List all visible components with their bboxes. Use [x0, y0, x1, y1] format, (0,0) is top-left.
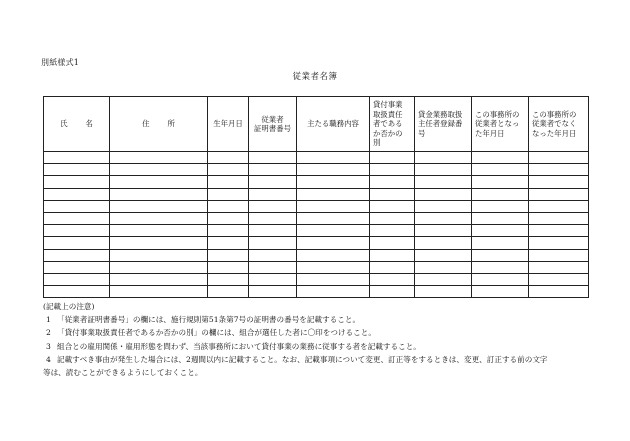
table-cell[interactable]: [297, 212, 370, 224]
table-cell[interactable]: [44, 152, 110, 164]
table-cell[interactable]: [44, 286, 110, 298]
table-cell[interactable]: [297, 237, 370, 249]
table-cell[interactable]: [297, 286, 370, 298]
header-address: 住所: [110, 97, 208, 152]
table-cell[interactable]: [415, 249, 472, 261]
notes-section: [43, 300, 603, 379]
table-cell[interactable]: [297, 164, 370, 176]
header-certificate-number: 従業者 証明書番号: [249, 97, 297, 152]
table-cell[interactable]: [249, 176, 297, 188]
table-cell[interactable]: [529, 176, 589, 188]
table-row: [44, 176, 589, 188]
table-row: [44, 261, 589, 273]
table-cell[interactable]: [370, 261, 415, 273]
table-cell[interactable]: [208, 152, 249, 164]
table-cell[interactable]: [370, 225, 415, 237]
table-cell[interactable]: [415, 261, 472, 273]
table-header-row: [44, 97, 589, 152]
header-birthdate: 生年月日: [208, 97, 249, 152]
table-cell[interactable]: [44, 273, 110, 285]
table-cell[interactable]: [44, 212, 110, 224]
table-cell[interactable]: [472, 164, 529, 176]
table-cell[interactable]: [249, 200, 297, 212]
table-cell[interactable]: [472, 152, 529, 164]
note-item-4: 4 記載すべき事由が発生した場合には、2週間以内に記載すること。なお、記載事項について変更、訂正等をするときは、変更、訂正する前の文字: [46, 354, 548, 364]
table-cell[interactable]: [110, 273, 208, 285]
table-cell[interactable]: [208, 249, 249, 261]
table-cell[interactable]: [370, 152, 415, 164]
table-cell[interactable]: [297, 188, 370, 200]
table-cell[interactable]: [370, 188, 415, 200]
table-cell[interactable]: [529, 261, 589, 273]
table-cell[interactable]: [297, 261, 370, 273]
header-chief-registration: 貸金業務取扱 主任者登録番 号: [415, 97, 472, 152]
note-item-4-continued: 等は、読むことができるようにしておくこと。: [43, 368, 203, 378]
table-cell[interactable]: [110, 249, 208, 261]
table-cell[interactable]: [249, 261, 297, 273]
table-cell[interactable]: [415, 212, 472, 224]
table-cell[interactable]: [415, 164, 472, 176]
table-cell[interactable]: [110, 225, 208, 237]
table-cell[interactable]: [415, 273, 472, 285]
table-cell[interactable]: [44, 176, 110, 188]
table-cell[interactable]: [472, 273, 529, 285]
table-cell[interactable]: [297, 152, 370, 164]
table-cell[interactable]: [472, 212, 529, 224]
table-cell[interactable]: [415, 188, 472, 200]
table-cell[interactable]: [44, 237, 110, 249]
table-cell[interactable]: [370, 212, 415, 224]
note-item-3: 3 組合との雇用関係・雇用形態を問わず、当該事務所において貸付事業の業務に従事する者を記載すること。: [46, 341, 421, 351]
table-cell[interactable]: [44, 164, 110, 176]
table-cell[interactable]: [415, 225, 472, 237]
table-cell[interactable]: [208, 212, 249, 224]
table-cell[interactable]: [249, 273, 297, 285]
table-cell[interactable]: [110, 188, 208, 200]
table-cell[interactable]: [249, 212, 297, 224]
table-cell[interactable]: [415, 152, 472, 164]
table-cell[interactable]: [370, 286, 415, 298]
table-cell[interactable]: [472, 225, 529, 237]
table-row: [44, 273, 589, 285]
table-cell[interactable]: [415, 237, 472, 249]
table-cell[interactable]: [208, 273, 249, 285]
table-cell[interactable]: [529, 286, 589, 298]
table-cell[interactable]: [44, 261, 110, 273]
table-cell[interactable]: [370, 237, 415, 249]
table-cell[interactable]: [529, 237, 589, 249]
table-cell[interactable]: [415, 176, 472, 188]
form-label: 別紙様式1: [41, 58, 80, 67]
table-cell[interactable]: [529, 164, 589, 176]
table-cell[interactable]: [415, 200, 472, 212]
table-cell[interactable]: [249, 164, 297, 176]
table-cell[interactable]: [208, 188, 249, 200]
table-cell[interactable]: [529, 152, 589, 164]
note-item-1: 1 「従業者証明書番号」の欄には、施行規則第51条第7号の証明書の番号を記載すること。: [46, 315, 361, 325]
table-cell[interactable]: [529, 188, 589, 200]
table-body: [44, 152, 589, 298]
table-row: [44, 237, 589, 249]
table-cell[interactable]: [44, 188, 110, 200]
table-cell[interactable]: [370, 249, 415, 261]
notes-heading: (記載上の注意): [43, 302, 95, 311]
table-cell[interactable]: [529, 249, 589, 261]
table-row: [44, 188, 589, 200]
table-cell[interactable]: [297, 273, 370, 285]
table-cell[interactable]: [249, 225, 297, 237]
table-cell[interactable]: [208, 225, 249, 237]
table-row: [44, 225, 589, 237]
table-cell[interactable]: [472, 188, 529, 200]
table-cell[interactable]: [208, 237, 249, 249]
table-cell[interactable]: [208, 164, 249, 176]
header-start-date: この事務所の 従業者となっ た年月日: [472, 97, 529, 152]
table-cell[interactable]: [297, 176, 370, 188]
table-cell[interactable]: [297, 225, 370, 237]
table-cell[interactable]: [44, 249, 110, 261]
table-row: [44, 212, 589, 224]
table-cell[interactable]: [110, 200, 208, 212]
header-lending-manager: 貸付事業 取扱責任 者である か否かの 別: [370, 97, 415, 152]
table-cell[interactable]: [370, 200, 415, 212]
header-end-date: この事務所の 従業者でなく なった年月日: [529, 97, 589, 152]
table-cell[interactable]: [110, 152, 208, 164]
note-item-2: 2 「貸付事業取扱責任者であるか否かの別」の欄には、組合が選任した者に〇印をつけること。: [46, 328, 376, 338]
table-row: [44, 286, 589, 298]
header-name: 氏名: [44, 97, 110, 152]
table-cell[interactable]: [110, 164, 208, 176]
table-cell[interactable]: [110, 261, 208, 273]
table-cell[interactable]: [370, 176, 415, 188]
table-row: [44, 152, 589, 164]
table-cell[interactable]: [297, 200, 370, 212]
table-cell[interactable]: [529, 225, 589, 237]
table-cell[interactable]: [472, 261, 529, 273]
table-cell[interactable]: [472, 249, 529, 261]
table-cell[interactable]: [249, 152, 297, 164]
table-cell[interactable]: [529, 200, 589, 212]
table-row: [44, 200, 589, 212]
table-cell[interactable]: [249, 188, 297, 200]
table-cell[interactable]: [472, 237, 529, 249]
table-cell[interactable]: [370, 273, 415, 285]
table-cell[interactable]: [529, 273, 589, 285]
table-cell[interactable]: [208, 261, 249, 273]
table-row: [44, 249, 589, 261]
table-cell[interactable]: [208, 200, 249, 212]
header-main-duties: 主たる職務内容: [297, 97, 370, 152]
table-cell[interactable]: [110, 286, 208, 298]
table-cell[interactable]: [472, 176, 529, 188]
table-cell[interactable]: [208, 286, 249, 298]
table-cell[interactable]: [249, 237, 297, 249]
table-cell[interactable]: [297, 249, 370, 261]
table-row: [44, 164, 589, 176]
table-cell[interactable]: [415, 286, 472, 298]
table-cell[interactable]: [472, 286, 529, 298]
table-cell[interactable]: [110, 176, 208, 188]
table-cell[interactable]: [110, 237, 208, 249]
table-cell[interactable]: [249, 286, 297, 298]
table-cell[interactable]: [110, 212, 208, 224]
table-cell[interactable]: [44, 200, 110, 212]
employee-roster-table: [43, 96, 589, 298]
table-cell[interactable]: [44, 225, 110, 237]
table-cell[interactable]: [208, 176, 249, 188]
document-title: 従業者名簿: [292, 72, 338, 82]
table-cell[interactable]: [249, 249, 297, 261]
table-cell[interactable]: [472, 200, 529, 212]
table-cell[interactable]: [370, 164, 415, 176]
table-cell[interactable]: [529, 212, 589, 224]
